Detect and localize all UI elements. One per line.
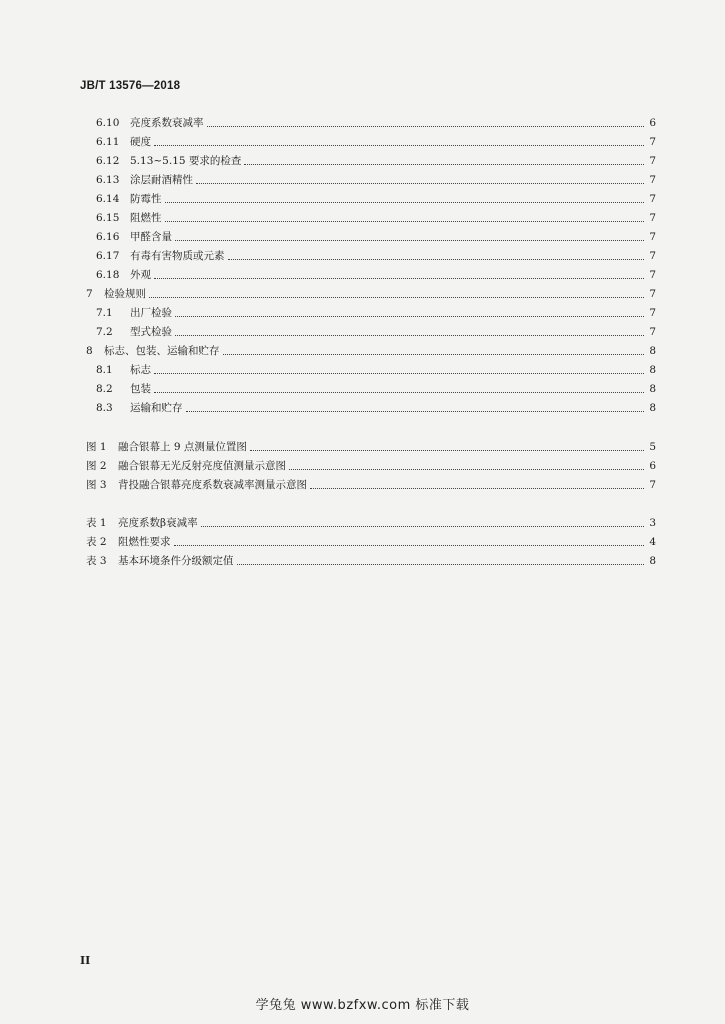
toc-entry-7-1[interactable] bbox=[96, 304, 656, 320]
table-page: 4 bbox=[649, 536, 656, 548]
dot-leader bbox=[237, 563, 645, 565]
toc-title: 外观 bbox=[130, 269, 151, 281]
dot-leader bbox=[223, 353, 645, 355]
figure-number: 图 2 bbox=[86, 460, 107, 472]
toc-number: 6.15 bbox=[96, 212, 120, 224]
toc-title: 标志 bbox=[130, 364, 151, 376]
toc-page: 8 bbox=[649, 383, 656, 395]
toc-page: 7 bbox=[649, 288, 656, 300]
toc-number: 7.2 bbox=[96, 326, 113, 338]
toc-title: 涂层耐酒精性 bbox=[130, 174, 193, 186]
toc-number: 8.2 bbox=[96, 383, 113, 395]
toc-title: 硬度 bbox=[130, 136, 151, 148]
dot-leader bbox=[244, 163, 644, 165]
toc-entry-6-13[interactable] bbox=[96, 171, 656, 187]
figure-entry-1[interactable] bbox=[86, 438, 656, 454]
toc-number: 6.14 bbox=[96, 193, 120, 205]
table-entry-2[interactable] bbox=[86, 533, 656, 549]
toc-page: 7 bbox=[649, 136, 656, 148]
toc-entry-6-15[interactable] bbox=[96, 209, 656, 225]
dot-leader bbox=[175, 334, 644, 336]
toc-entry-8-3[interactable] bbox=[96, 399, 656, 415]
toc-page: 7 bbox=[649, 212, 656, 224]
table-title: 阻燃性要求 bbox=[118, 536, 171, 548]
toc-number: 7.1 bbox=[96, 307, 113, 319]
toc-number: 6.12 bbox=[96, 155, 120, 167]
toc-number: 6.18 bbox=[96, 269, 120, 281]
toc-page: 7 bbox=[649, 193, 656, 205]
figure-number: 图 3 bbox=[86, 479, 107, 491]
toc-page: 7 bbox=[649, 231, 656, 243]
document-header: JB/T 13576—2018 bbox=[80, 80, 181, 92]
dot-leader bbox=[149, 296, 644, 298]
dot-leader bbox=[165, 201, 645, 203]
toc-title: 标志、包装、运输和贮存 bbox=[104, 345, 220, 357]
figure-page: 5 bbox=[649, 441, 656, 453]
toc-entry-6-18[interactable] bbox=[96, 266, 656, 282]
toc-title: 阻燃性 bbox=[130, 212, 162, 224]
dot-leader bbox=[289, 468, 644, 470]
dot-leader bbox=[196, 182, 644, 184]
figure-title: 背投融合银幕亮度系数衰减率测量示意图 bbox=[118, 479, 307, 491]
table-number: 表 1 bbox=[86, 517, 107, 529]
dot-leader bbox=[174, 544, 645, 546]
figure-page: 6 bbox=[649, 460, 656, 472]
toc-entry-8[interactable] bbox=[86, 342, 656, 358]
toc-entry-6-12[interactable] bbox=[96, 152, 656, 168]
table-page: 3 bbox=[649, 517, 656, 529]
toc-entry-6-17[interactable] bbox=[96, 247, 656, 263]
table-entry-3[interactable] bbox=[86, 552, 656, 568]
toc-page: 7 bbox=[649, 155, 656, 167]
toc-entry-6-14[interactable] bbox=[96, 190, 656, 206]
table-title: 基本环境条件分级额定值 bbox=[118, 555, 234, 567]
toc-entry-8-1[interactable] bbox=[96, 361, 656, 377]
figure-number: 图 1 bbox=[86, 441, 107, 453]
toc-title: 有毒有害物质或元素 bbox=[130, 250, 225, 262]
toc-number: 6.10 bbox=[96, 117, 120, 129]
table-number: 表 3 bbox=[86, 555, 107, 567]
toc-title: 出厂检验 bbox=[130, 307, 172, 319]
toc-title: 包装 bbox=[130, 383, 151, 395]
figure-page: 7 bbox=[649, 479, 656, 491]
toc-page: 7 bbox=[649, 307, 656, 319]
toc-number: 6.13 bbox=[96, 174, 120, 186]
watermark-text: 学兔兔 www.bzfxw.com 标准下载 bbox=[255, 998, 470, 1013]
toc-title: 型式检验 bbox=[130, 326, 172, 338]
toc-entry-6-11[interactable] bbox=[96, 133, 656, 149]
dot-leader bbox=[207, 125, 645, 127]
dot-leader bbox=[154, 277, 644, 279]
figure-entry-3[interactable] bbox=[86, 476, 656, 492]
figure-entry-2[interactable] bbox=[86, 457, 656, 473]
toc-page: 7 bbox=[649, 269, 656, 281]
toc-number: 7 bbox=[86, 288, 93, 300]
table-page: 8 bbox=[649, 555, 656, 567]
toc-entry-6-10[interactable] bbox=[96, 114, 656, 130]
toc-page: 7 bbox=[649, 250, 656, 262]
toc-number: 8 bbox=[86, 345, 93, 357]
toc-page: 8 bbox=[649, 345, 656, 357]
dot-leader bbox=[186, 410, 645, 412]
dot-leader bbox=[154, 372, 644, 374]
toc-title: 防霉性 bbox=[130, 193, 162, 205]
toc-page: 6 bbox=[649, 117, 656, 129]
dot-leader bbox=[228, 258, 645, 260]
toc-title: 检验规则 bbox=[104, 288, 146, 300]
toc-page: 8 bbox=[649, 364, 656, 376]
figure-title: 融合银幕无光反射亮度值测量示意图 bbox=[118, 460, 286, 472]
toc-entry-7-2[interactable] bbox=[96, 323, 656, 339]
table-number: 表 2 bbox=[86, 536, 107, 548]
toc-entry-7[interactable] bbox=[86, 285, 656, 301]
dot-leader bbox=[154, 391, 644, 393]
dot-leader bbox=[175, 239, 644, 241]
table-title: 亮度系数β衰减率 bbox=[118, 517, 198, 529]
toc-title: 5.13~5.15 要求的检查 bbox=[130, 155, 242, 167]
dot-leader bbox=[165, 220, 645, 222]
toc-number: 6.11 bbox=[96, 136, 120, 148]
dot-leader bbox=[175, 315, 644, 317]
toc-title: 运输和贮存 bbox=[130, 402, 183, 414]
dot-leader bbox=[250, 449, 644, 451]
toc-number: 6.16 bbox=[96, 231, 120, 243]
toc-entry-8-2[interactable] bbox=[96, 380, 656, 396]
dot-leader bbox=[154, 144, 644, 146]
toc-title: 亮度系数衰减率 bbox=[130, 117, 204, 129]
toc-number: 8.1 bbox=[96, 364, 113, 376]
table-entry-1[interactable] bbox=[86, 514, 656, 530]
page-number-roman: II bbox=[80, 954, 91, 967]
dot-leader bbox=[310, 487, 644, 489]
toc-entry-6-16[interactable] bbox=[96, 228, 656, 244]
toc-number: 6.17 bbox=[96, 250, 120, 262]
toc-page: 7 bbox=[649, 174, 656, 186]
toc-page: 8 bbox=[649, 402, 656, 414]
dot-leader bbox=[201, 525, 644, 527]
toc-title: 甲醛含量 bbox=[130, 231, 172, 243]
toc-page: 7 bbox=[649, 326, 656, 338]
figure-title: 融合银幕上 9 点测量位置图 bbox=[118, 441, 247, 453]
toc-number: 8.3 bbox=[96, 402, 113, 414]
